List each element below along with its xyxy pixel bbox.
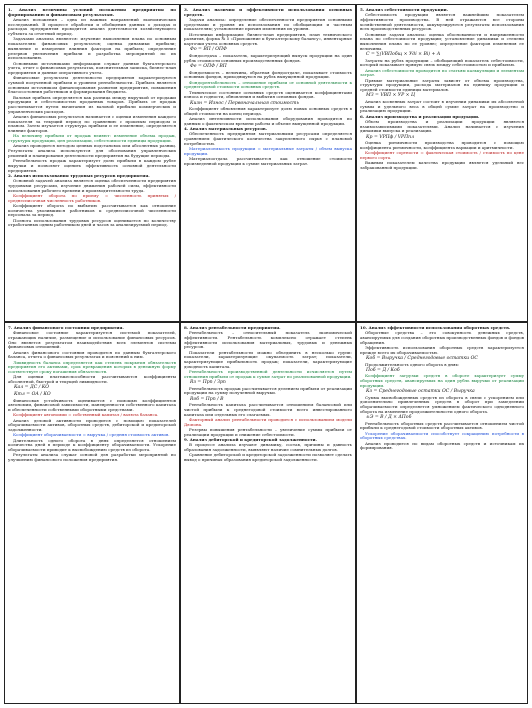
body-paragraph: Рентабельность оборотных средств рассчитывается отношением чистой прибыли к среднегодовой стоимости оборотных активов. — [360, 420, 524, 431]
formula-line: Rз = Прп / Зрп — [190, 380, 226, 386]
block-text — [360, 8, 524, 171]
body-paragraph: Коэффициент обновления характеризует долю новых основных средств в общей стоимости на конец периода. — [184, 106, 352, 116]
formula-line: ±Э = В / Д × ΔПоб — [366, 415, 412, 421]
body-paragraph: Финансовые результаты деятельности предприятия характеризуются суммой полученной прибыли и уровнем рентабельности. Прибыль является основным источником финансирования развития предприятия, повышения благосостояния работников и формирования бюджета. — [8, 75, 176, 95]
body-paragraph: Прямые материальные затраты зависят от объема производства, структуры продукции, расхода материалов на единицу продукции и средней стоимости единицы материалов. — [360, 77, 524, 93]
body-paragraph: Коэффициент оборота по приему = численность принятых / среднесписочная численность работников. — [8, 192, 176, 203]
body-paragraph: Задачами анализа являются: изучение выполнения плана по основным показателям финансовых результатов; оценка динамики прибыли; выявление и измерение влияния факторов на прибыль; определение резервов увеличения прибыли и разработка мероприятий по их использованию. — [8, 36, 176, 61]
section-heading: 6. Анализ производства и реализации продукции. — [360, 113, 480, 119]
block-top-middle — [180, 4, 356, 322]
body-paragraph: Финансовая устойчивость оценивается с помощью коэффициентов автономии, финансовой зависимости, маневренности собственного капитала и обеспеченности собственными оборотными средствами. — [8, 397, 176, 412]
formula-line: Фо = ВП / ОПФ — [190, 47, 227, 53]
block-bottom-right — [356, 322, 528, 704]
body-paragraph: Анализ финансового состояния проводится по данным бухгалтерского баланса, отчета о финансовых результатах и пояснений к ним. — [8, 349, 176, 360]
section-heading: 1. Анализ величины условий положения предприятия по формированию и финансовым результатам. — [8, 7, 176, 17]
formula-line: Кр = VРПф / VРПпл — [366, 134, 415, 140]
body-paragraph: Анализ проводится методом цепных подстановок или абсолютных разниц. Результаты анализа используются для обоснования управленческих решений и планирования деятельности предприятия на будущие периоды. — [8, 143, 176, 158]
body-paragraph: Для оценки платежеспособности рассчитываются коэффициенты абсолютной, быстрой и текущей ликвидности. — [8, 374, 176, 385]
body-paragraph: Анализ себестоимости проводится по статьям калькуляции и элементам затрат. — [360, 67, 524, 78]
body-paragraph: Ускорение оборачиваемости способствует сокращению потребности в оборотных средствах. — [360, 430, 524, 441]
body-paragraph: Источники информации: бизнес-план предприятия, план технического развития, форма № 5 «Приложение к бухгалтерскому балансу», инвентарные карточки учета основных средств. — [184, 31, 352, 47]
block-top-right — [356, 4, 528, 322]
body-paragraph: Материалоемкость продукции = материальные затраты / объем выпуска продукции. — [184, 146, 352, 156]
formula-line: Фе = ОПФ / ВП — [190, 64, 227, 69]
body-paragraph: Рентабельность продаж рассчитывается делением прибыли от реализации продукции на сумму полученной выручки. — [184, 385, 352, 396]
body-paragraph: Коэффициент сортности = фактическая стоимость / стоимость по цене первого сорта. — [360, 150, 524, 160]
block-text — [8, 8, 176, 228]
section-heading: 2. Анализ использования трудовых ресурсов предприятия. — [8, 172, 150, 178]
body-paragraph: Финансовое состояние характеризуется системой показателей, отражающих наличие, размещение и использование финансовых ресурсов. Оно является результатом взаимодействия всех элементов системы финансовых отношений. — [8, 330, 176, 350]
section-heading: 4. Анализ материальных ресурсов. — [184, 126, 268, 132]
body-paragraph: Резервы повышения рентабельности – увеличение суммы прибыли от реализации продукции и снижение себестоимости. — [184, 427, 352, 437]
formula-line: Кизн = Износ / Первоначальная стоимость — [190, 100, 299, 106]
body-paragraph: Коэффициент автономии = собственный капитал / валюта баланса. — [13, 412, 159, 418]
formula-line: Кал = ДС / КО — [14, 385, 50, 391]
block-top-left — [4, 4, 180, 322]
block-text — [184, 8, 352, 167]
body-paragraph: Коэффициент оборота по выбытию рассчитывается как отношение количества уволившихся работников к среднесписочной численности персонала за период. — [8, 202, 176, 218]
formula-line: Поб = Д / Коб — [366, 367, 400, 373]
section-heading: 5. Анализ себестоимости продукции. — [360, 7, 449, 12]
body-paragraph: Эффективность использования оборотных средств характеризуется прежде всего их оборачиваемостью. — [360, 345, 524, 355]
body-paragraph: Фондорентабельность – отношение прибыли от основной деятельности к среднегодовой стоимости основных средств. — [184, 79, 352, 90]
body-paragraph: Результаты анализа служат основой для разработки мероприятий по улучшению финансового положения предприятия. — [8, 452, 176, 462]
body-paragraph: Анализ косвенных затрат состоит в изучении динамики их абсолютной суммы и удельного веса в общей сумме затрат на производство и реализацию продукции. — [360, 99, 524, 114]
body-paragraph: Анализ положения – одна из важных направлений экономических исследований. В процессе обработки и обобщения данных о доходах и расходах предприятия проводится анализ деятельности хозяйствующего субъекта за отчетный период. — [8, 17, 176, 37]
section-heading: 10. Анализ эффективности использования оборотных средств. — [360, 325, 511, 330]
body-paragraph: Анализ деловой активности проводится с помощью показателей оборачиваемости активов, оборотных средств, дебиторской и кредиторской задолженности. — [8, 417, 176, 432]
body-paragraph: Обеспеченность предприятия материальными ресурсами определяется сравнением фактического количества закупленного сырья с плановой потребностью. — [184, 131, 352, 146]
body-paragraph: Анализ финансовых результатов начинается с оценки изменения каждого показателя за текущий период по сравнению с прошлым периодом и планом. Затем изучается структура прибыли и ее изменение, определяется влияние факторов. — [8, 114, 176, 134]
body-paragraph: Фондоемкость – величина, обратная фондоотдаче, показывает стоимость основных фондов, приходящуюся на рубль выпущенной продукции. — [184, 69, 352, 80]
formula-line: Ктл = ОА / КО — [14, 392, 51, 397]
block-bottom-left — [4, 322, 180, 704]
body-paragraph: Анализ проводится по видам оборотных средств и источникам их формирования. — [360, 440, 524, 451]
body-paragraph: Ликвидность баланса определяется как степень покрытия обязательств предприятия его активами, срок превращения которых в денежную форму соответствует сроку погашения обязательств. — [8, 359, 176, 375]
section-heading: 7. Анализ финансового состояния предприятия. — [8, 325, 124, 330]
body-paragraph: Коэффициент загрузки средств в обороте характеризует сумму оборотных средств, авансируемых на один рубль выручки от реализации продукции. — [360, 373, 524, 388]
body-paragraph: Основные задачи анализа: оценка обоснованности и напряженности плана по себестоимости продукции; установление динамики и степени выполнения плана по ее уровню; определение факторов изменения ее величины. — [360, 31, 524, 51]
body-paragraph: Задачи анализа: определение обеспеченности предприятия основными средствами и уровня их использования по обобщающим и частным показателям; установление причин изменения их уровня. — [184, 17, 352, 32]
body-paragraph: Полнота использования трудовых ресурсов оценивается по количеству отработанных одним работником дней и часов за анализируемый период. — [8, 217, 176, 228]
section-heading: 3. Анализ наличия и эффективности использования основных средств. — [184, 7, 352, 17]
body-paragraph: В процессе анализа изучают динамику, состав, причины и давность образования задолженности, выявляют наличие сомнительных долгов. — [184, 442, 352, 452]
body-paragraph: Коэффициент оборачиваемости = выручка / средняя стоимость активов. — [13, 432, 170, 438]
body-paragraph: Техническое состояние основных средств оценивается коэффициентами износа и годности, обновления и выбытия основных фондов. — [184, 89, 352, 100]
body-paragraph: Факторный анализ рентабельности проводится с использованием модели Дюпона. — [184, 417, 352, 427]
body-paragraph: Рентабельность – относительный показатель экономической эффективности. Рентабельность комплексно отражает степень эффективности использования материальных, трудовых и денежных ресурсов. — [184, 330, 352, 350]
formula-line: Rоб = Прп / В — [190, 396, 224, 402]
body-paragraph: Рентабельность капитала рассчитывается отношением балансовой или чистой прибыли к среднегодовой стоимости всего инвестированного капитала или отдельных его слагаемых. — [184, 402, 352, 417]
body-paragraph: Важным показателем качества продукции является удельный вес забракованной продукции. — [360, 160, 524, 170]
body-paragraph: Материалоотдача рассчитывается как отношение стоимости произведенной продукции к сумме материальных затрат. — [184, 156, 352, 166]
block-text — [360, 326, 524, 451]
formula-line: МЗ = VВП × УР × Ц — [366, 93, 415, 99]
body-paragraph: Объем производства и реализации продукции являются взаимозависимыми показателями. Анализ начинается с изучения динамики выпуска и реализации. — [360, 119, 524, 134]
block-text — [8, 326, 176, 463]
body-paragraph: Оценка ритмичности производства проводится с помощью коэффициента ритмичности, коэффициента вариации и аритмичности. — [360, 140, 524, 150]
body-paragraph: Основными источниками информации служат данные бухгалтерского учета, отчет о финансовых результатах, пояснительная записка, бизнес-план предприятия и данные оперативного учета. — [8, 60, 176, 75]
body-paragraph: Затраты на рубль продукции – обобщающий показатель себестоимости, который показывает прямую связь между себестоимостью и прибылью. — [360, 57, 524, 68]
formula-line: Кз = Среднегодовые остатки ОС / Выручка — [366, 389, 475, 395]
formula-line: Коб = Выручка / Среднегодовые остатки ОС — [366, 356, 478, 361]
body-paragraph: Анализ интенсивности использования оборудования проводится по данным о фактическом времени работы и объеме выпущенной продукции. — [184, 116, 352, 126]
body-paragraph: Сравнение дебиторской и кредиторской задолженности позволяет сделать вывод о причинах образования кредиторской задолженности. — [184, 452, 352, 462]
formula-line: С = ∑(VВПобщ × Удi × Вi) + A — [366, 52, 441, 58]
body-paragraph: Рентабельность продаж характеризует долю прибыли в каждом рубле выручки и позволяет оценить эффективность основной деятельности предприятия. — [8, 158, 176, 173]
body-paragraph: Рентабельность производственной деятельности исчисляется путем отношения прибыли от продаж к сумме затрат по реализованной продукции. — [184, 369, 352, 379]
body-paragraph: Фондоотдача – показатель, характеризующий выпуск продукции на один рубль стоимости основных производственных фондов. — [184, 53, 352, 63]
section-heading: 9. Анализ дебиторской и кредиторской задолженности. — [184, 437, 317, 442]
section-heading: 8. Анализ рентабельности предприятия. — [184, 325, 281, 330]
body-paragraph: Продолжительность одного оборота в днях: — [365, 361, 460, 367]
body-paragraph: Показатели рентабельности можно объединить в несколько групп: показатели, характеризующие окупаемость затрат; показатели, характеризующие прибыльность продаж; показатели, характеризующие доходность капитала. — [184, 349, 352, 369]
body-paragraph: Валовая прибыль определяется как разница между выручкой от продажи продукции и себестоимостью проданных товаров. Прибыль от продаж рассчитывается путем вычитания из валовой прибыли коммерческих и управленческих расходов. — [8, 94, 176, 114]
block-text — [184, 326, 352, 463]
body-paragraph: Сумма высвобожденных средств из оборота в связи с ускорением или дополнительно привлеченных средств в оборот при замедлении оборачиваемости определяется умножением фактического однодневного оборота на изменение продолжительности одного оборота. — [360, 394, 524, 414]
body-paragraph: Длительность одного оборота в днях определяется отношением количества дней в периоде к коэффициенту оборачиваемости. Ускорение оборачиваемости приводит к высвобождению средств из оборота. — [8, 437, 176, 452]
body-paragraph: Основной задачей анализа является оценка обеспеченности предприятия трудовыми ресурсами, изучение движения рабочей силы, эффективности использования рабочего времени и производительности труда. — [8, 178, 176, 193]
body-paragraph: Себестоимость продукции является важнейшим показателем эффективности производства. В ней отражаются все стороны хозяйственной деятельности, аккумулируются результаты использования всех производственных ресурсов. — [360, 12, 524, 32]
body-paragraph: Оборотные средства – это совокупность денежных средств, авансируемых для создания оборотных производственных фондов и фондов обращения. — [360, 330, 524, 345]
body-paragraph: На величину прибыли от продаж влияют: изменение объема продаж, структуры продукции, цен реализации, себестоимости единицы продукции. — [8, 133, 176, 144]
block-bottom-middle — [180, 322, 356, 704]
